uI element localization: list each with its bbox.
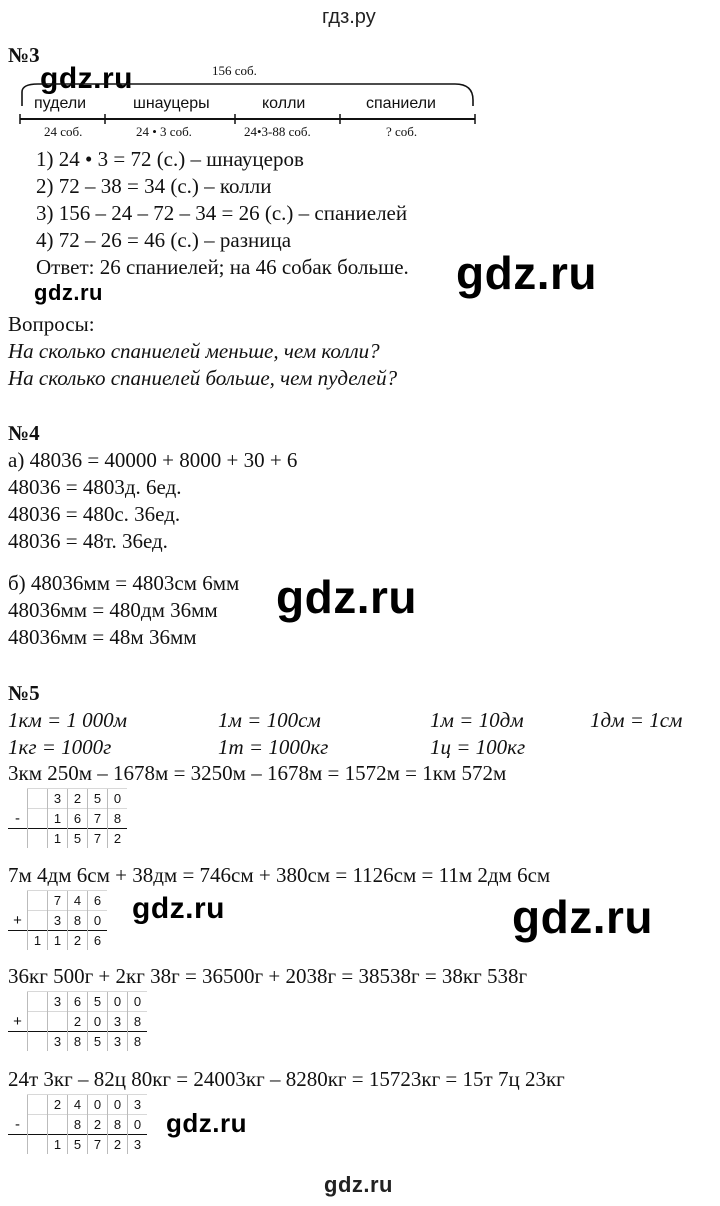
column-calculation (8, 890, 107, 950)
digit-cell: 5 (68, 829, 88, 849)
digit-cell: 0 (108, 789, 128, 809)
digit-cell: 0 (88, 1012, 108, 1032)
conversion-line: 36кг 500г + 2кг 38г = 36500г + 2038г = 38538г = 38кг 538г (8, 964, 528, 988)
digit-cell: 8 (108, 809, 128, 829)
unit-equivalence: 1кг = 1000г (8, 735, 112, 759)
digit-cell: 8 (68, 1115, 88, 1135)
digit-cell: 3 (48, 1032, 68, 1052)
digit-cell: 2 (68, 789, 88, 809)
conversion-line: 7м 4дм 6см + 38дм = 746см + 380см = 1126см = 11м 2дм 6см (8, 863, 551, 887)
watermark: gdz.ru (512, 891, 653, 943)
unit-equivalence: 1км = 1 000м (8, 708, 128, 732)
digit-cell (48, 1012, 68, 1032)
digit-cell (8, 789, 28, 809)
conversion-line: 24т 3кг – 82ц 80кг = 24003кг – 8280кг = 15723кг = 15т 7ц 23кг (8, 1067, 565, 1091)
digit-cell: 3 (128, 1135, 148, 1155)
digit-cell: 6 (88, 931, 108, 951)
digit-cell: 3 (48, 911, 68, 931)
digit-cell: 3 (48, 992, 68, 1012)
task4-line: а) 48036 = 40000 + 8000 + 30 + 6 (8, 448, 298, 472)
task5-title: №5 (8, 681, 40, 705)
digit-cell: 3 (108, 1032, 128, 1052)
digit-row (8, 931, 107, 951)
digit-cell: 4 (68, 891, 88, 911)
task4-line: 48036 = 4803д. 6ед. (8, 475, 182, 499)
digit-cell: 8 (128, 1032, 148, 1052)
digit-cell: 8 (108, 1115, 128, 1135)
digit-cell: 0 (88, 1095, 108, 1115)
digit-row (8, 1115, 147, 1135)
plus-sign: + (13, 911, 22, 929)
watermark: gdz.ru (132, 892, 225, 925)
digit-row (8, 1012, 147, 1032)
digit-cell: 5 (88, 992, 108, 1012)
digit-cell (28, 1115, 48, 1135)
minus-sign: - (15, 809, 20, 827)
segment-value: 24•3-88 соб. (244, 124, 311, 139)
digit-cell: 5 (68, 1135, 88, 1155)
task4-line: 48036 = 480с. 36ед. (8, 502, 181, 526)
watermark: gdz.ru (456, 247, 597, 299)
site-footer: gdz.ru (324, 1172, 393, 1197)
digit-cell: 5 (88, 789, 108, 809)
digit-cell: 1 (48, 809, 68, 829)
solution-step: 2) 72 – 38 = 34 (с.) – колли (36, 174, 272, 198)
digit-cell: 0 (128, 1115, 148, 1135)
digit-cell (8, 931, 28, 951)
task4-line: б) 48036мм = 4803см 6мм (8, 571, 240, 595)
digit-cell (8, 891, 28, 911)
digit-cell: 2 (88, 1115, 108, 1135)
unit-equivalence: 1м = 100см (218, 708, 321, 732)
conversion-line: 3км 250м – 1678м = 3250м – 1678м = 1572м = 1км 572м (8, 761, 507, 785)
digit-cell: 8 (128, 1012, 148, 1032)
digit-cell (28, 911, 48, 931)
task3-title: №3 (8, 43, 40, 67)
digit-cell: 0 (108, 992, 128, 1012)
solution-step: 1) 24 • 3 = 72 (с.) – шнауцеров (36, 147, 304, 171)
digit-row (8, 1032, 147, 1052)
plus-sign: + (13, 1012, 22, 1030)
task4-line: 48036мм = 48м 36мм (8, 625, 197, 649)
segment-label: шнауцеры (133, 95, 210, 112)
digit-cell: 3 (108, 1012, 128, 1032)
question-line: На сколько спаниелей меньше, чем колли? (8, 339, 380, 363)
task4-line: 48036 = 48т. 36ед. (8, 529, 168, 553)
digit-cell: 1 (48, 829, 68, 849)
column-calculation (8, 1094, 147, 1154)
task4-line: 48036мм = 480дм 36мм (8, 598, 218, 622)
digit-row (8, 809, 127, 829)
digit-cell: 7 (88, 1135, 108, 1155)
digit-row (8, 891, 107, 911)
digit-row (8, 1095, 147, 1115)
digit-cell (48, 1115, 68, 1135)
watermark: gdz.ru (40, 62, 133, 95)
digit-row (8, 1135, 147, 1155)
digit-cell (28, 891, 48, 911)
digit-cell: 6 (68, 992, 88, 1012)
digit-cell (28, 809, 48, 829)
digit-cell: 7 (88, 829, 108, 849)
unit-equivalence: 1дм = 1см (590, 708, 683, 732)
digit-row (8, 789, 127, 809)
digit-cell: 3 (48, 789, 68, 809)
segment-value: 24 • 3 соб. (136, 124, 192, 139)
column-calculation (8, 991, 147, 1051)
digit-cell (28, 992, 48, 1012)
watermark: gdz.ru (276, 571, 417, 623)
unit-equivalence: 1ц = 100кг (430, 735, 526, 759)
digit-row (8, 992, 147, 1012)
solution-step: 4) 72 – 26 = 46 (с.) – разница (36, 228, 292, 252)
watermark: gdz.ru (34, 280, 103, 305)
digit-cell: 4 (68, 1095, 88, 1115)
segment-label: пудели (34, 95, 87, 112)
digit-cell: 7 (48, 891, 68, 911)
segment-label: колли (262, 95, 306, 112)
unit-equivalence: 1т = 1000кг (218, 735, 329, 759)
watermark: gdz.ru (166, 1108, 247, 1138)
digit-cell: 3 (128, 1095, 148, 1115)
digit-row (8, 829, 127, 849)
minus-sign: - (15, 1115, 20, 1133)
digit-cell: 2 (108, 1135, 128, 1155)
unit-equivalence: 1м = 10дм (430, 708, 524, 732)
digit-cell (28, 1032, 48, 1052)
digit-cell: 8 (68, 1032, 88, 1052)
digit-cell (8, 829, 28, 849)
digit-cell: 5 (88, 1032, 108, 1052)
digit-cell: 1 (48, 1135, 68, 1155)
digit-row (8, 911, 107, 931)
digit-cell (8, 1032, 28, 1052)
diagram-total-label: 156 соб. (212, 63, 257, 78)
digit-cell (28, 829, 48, 849)
digit-cell: 6 (88, 891, 108, 911)
digit-cell: 1 (28, 931, 48, 951)
digit-cell (8, 992, 28, 1012)
solution-step: 3) 156 – 24 – 72 – 34 = 26 (с.) – спаниелей (36, 201, 408, 225)
segment-value: ? соб. (386, 124, 418, 139)
segment-label: спаниели (366, 95, 436, 112)
segment-value: 24 соб. (44, 124, 83, 139)
digit-cell: 2 (108, 829, 128, 849)
digit-cell: 0 (108, 1095, 128, 1115)
task4-title: №4 (8, 421, 40, 445)
digit-cell: 2 (48, 1095, 68, 1115)
digit-cell (28, 1095, 48, 1115)
answer-line: Ответ: 26 спаниелей; на 46 собак больше. (36, 255, 409, 279)
digit-cell: 6 (68, 809, 88, 829)
questions-label: Вопросы: (8, 312, 95, 336)
digit-cell: 1 (48, 931, 68, 951)
digit-cell: 0 (128, 992, 148, 1012)
question-line: На сколько спаниелей больше, чем пуделей? (8, 366, 398, 390)
digit-cell (8, 1095, 28, 1115)
digit-cell (28, 789, 48, 809)
digit-cell (28, 1135, 48, 1155)
digit-cell: 2 (68, 931, 88, 951)
digit-cell (28, 1012, 48, 1032)
digit-cell: 2 (68, 1012, 88, 1032)
column-calculation (8, 788, 127, 848)
digit-cell: 0 (88, 911, 108, 931)
site-header: гдз.ру (322, 6, 376, 28)
digit-cell: 7 (88, 809, 108, 829)
digit-cell (8, 1135, 28, 1155)
digit-cell: 8 (68, 911, 88, 931)
